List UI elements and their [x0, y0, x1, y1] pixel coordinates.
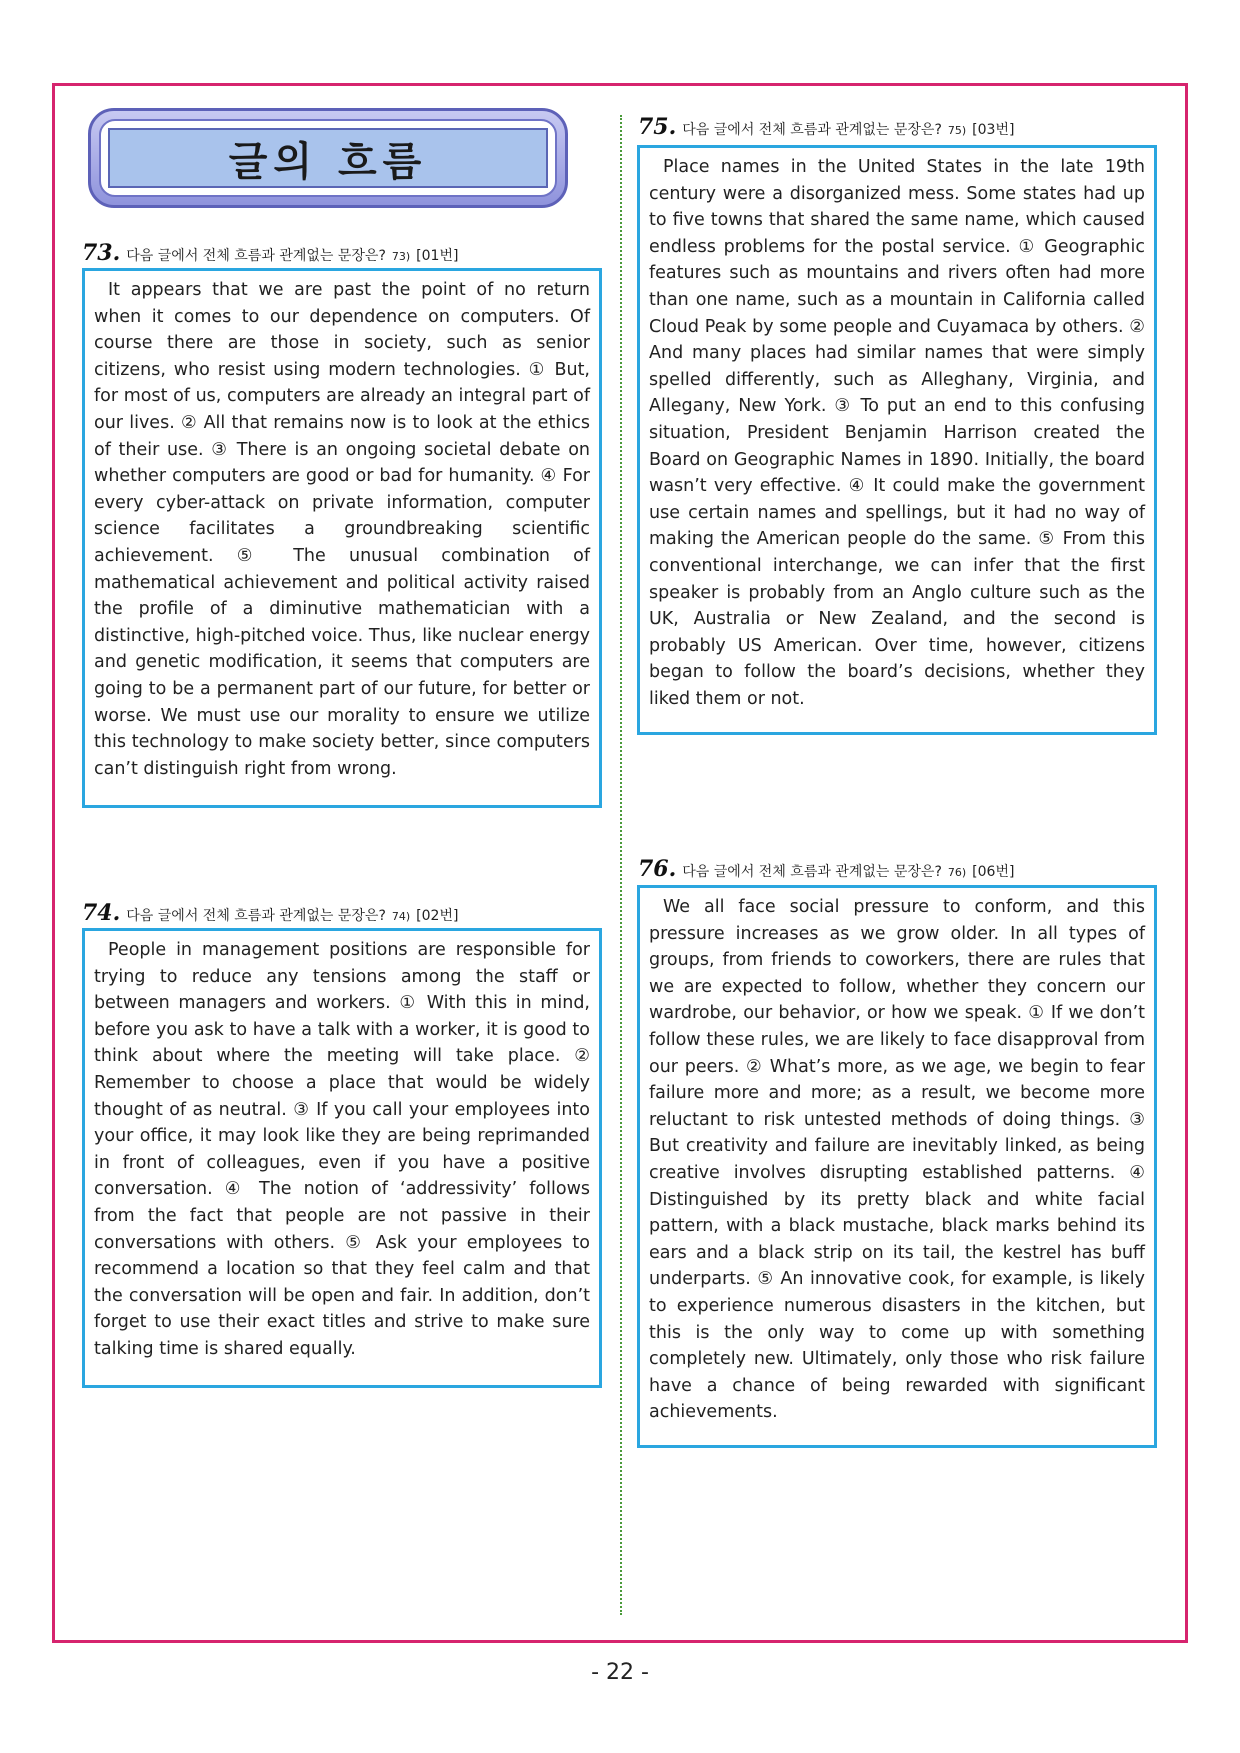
- question-73-header: [82, 240, 458, 266]
- question-76-passage-box: [637, 885, 1157, 1448]
- question-footnote-ref: 74): [391, 910, 411, 923]
- question-number: 74.: [82, 900, 121, 926]
- question-number: 76.: [638, 856, 677, 882]
- question-75-passage-box: [637, 145, 1157, 735]
- section-title-banner: [88, 108, 568, 208]
- question-75-header: [638, 114, 1014, 140]
- question-prompt: 다음 글에서 전체 흐름과 관계없는 문장은?: [126, 908, 386, 924]
- question-number: 75.: [638, 114, 677, 140]
- question-76-passage: We all face social pressure to conform, and this pressure increases as we grow older. In all types of groups, from friends to coworkers, there are rules that we are expected to follow, whether they concern our wardrobe, our behavior, or how we speak. ① If we don’t follow these rules, we are likely to face disapproval from our peers. ② What’s more, as we age, we begin to fear failure more and more; as a result, we become more reluctant to risk untested methods of doing things. ③ But creativity and failure are inevitably linked, as being creative involves disrupting established patterns. ④ Distinguished by its pretty black and white facial pattern, with a black mustache, black marks behind its ears and a black strip on its tail, the kestrel has buff underparts. ⑤ An innovative cook, for example, is likely to experience numerous disasters in the kitchen, but this is the only way to come up with something completely new. Ultimately, only those who risk failure have a chance of being rewarded with significant achievements.: [649, 897, 1145, 1423]
- section-title: 글의 흐름: [108, 128, 548, 188]
- question-76-header: [638, 856, 1014, 882]
- column-divider: [620, 115, 622, 1615]
- question-prompt: 다음 글에서 전체 흐름과 관계없는 문장은?: [126, 248, 386, 264]
- question-74-passage: People in management positions are responsible for trying to reduce any tensions among the staff or between managers and workers. ① With this in mind, before you ask to have a talk with a worker, it is good to think about where the meeting will take place. ② Remember to choose a place that would be widely thought of as neutral. ③ If you call your employees into your office, it may look like they are being reprimanded in front of colleagues, even if you have a positive conversation. ④ The notion of ‘addressivity’ follows from the fact that people are not passive in their conversations with others. ⑤ Ask your employees to recommend a location so that they feel calm and that the conversation will be open and fair. In addition, don’t forget to use their exact titles and strive to make sure talking time is shared equally.: [94, 940, 590, 1359]
- question-73-passage-box: [82, 268, 602, 808]
- question-tag: [06번]: [972, 864, 1015, 880]
- question-75-passage: Place names in the United States in the late 19th century were a disorganized mess. Some states had up to five towns that shared the same name, which caused endless problems for the postal service. ① Geographic features such as mountains and rivers often had more than one name, such as a mountain in California called Cloud Peak by some people and Cuyamaca by others. ② And many places had similar names that were simply spelled differently, such as Alleghany, Virginia, and Allegany, New York. ③ To put an end to this confusing situation, President Benjamin Harrison created the Board on Geographic Names in 1890. Initially, the board wasn’t very effective. ④ It could make the government use certain names and spellings, but it had no way of making the American people do the same. ⑤ From this conventional interchange, we can infer that the first speaker is probably from an Anglo culture such as the UK, Australia or New Zealand, and the second is probably US American. Over time, however, citizens began to follow the board’s decisions, whether they liked them or not.: [649, 157, 1145, 709]
- question-74-passage-box: [82, 928, 602, 1388]
- question-footnote-ref: 73): [391, 250, 411, 263]
- question-73-passage: It appears that we are past the point of no return when it comes to our dependence on computers. Of course there are those in society, such as senior citizens, who resist using modern technologies. ① But, for most of us, computers are already an integral part of our lives. ② All that remains now is to look at the ethics of their use. ③ There is an ongoing societal debate on whether computers are good or bad for humanity. ④ For every cyber-attack on private information, computer science facilitates a groundbreaking scientific achievement. ⑤ The unusual combination of mathematical achievement and political activity raised the profile of a diminutive mathematician with a distinctive, high-pitched voice. Thus, like nuclear energy and genetic modification, it seems that computers are going to be a permanent part of our future, for better or worse. We must use our morality to ensure we utilize this technology to make society better, since computers can’t distinguish right from wrong.: [94, 280, 590, 779]
- question-footnote-ref: 76): [947, 866, 967, 879]
- section-title-inner: [99, 119, 557, 197]
- question-tag: [01번]: [416, 248, 459, 264]
- question-prompt: 다음 글에서 전체 흐름과 관계없는 문장은?: [682, 864, 942, 880]
- question-number: 73.: [82, 240, 121, 266]
- page-number: - 22 -: [591, 1660, 649, 1685]
- question-tag: [02번]: [416, 908, 459, 924]
- question-prompt: 다음 글에서 전체 흐름과 관계없는 문장은?: [682, 122, 942, 138]
- question-74-header: [82, 900, 458, 926]
- question-footnote-ref: 75): [947, 124, 967, 137]
- question-tag: [03번]: [972, 122, 1015, 138]
